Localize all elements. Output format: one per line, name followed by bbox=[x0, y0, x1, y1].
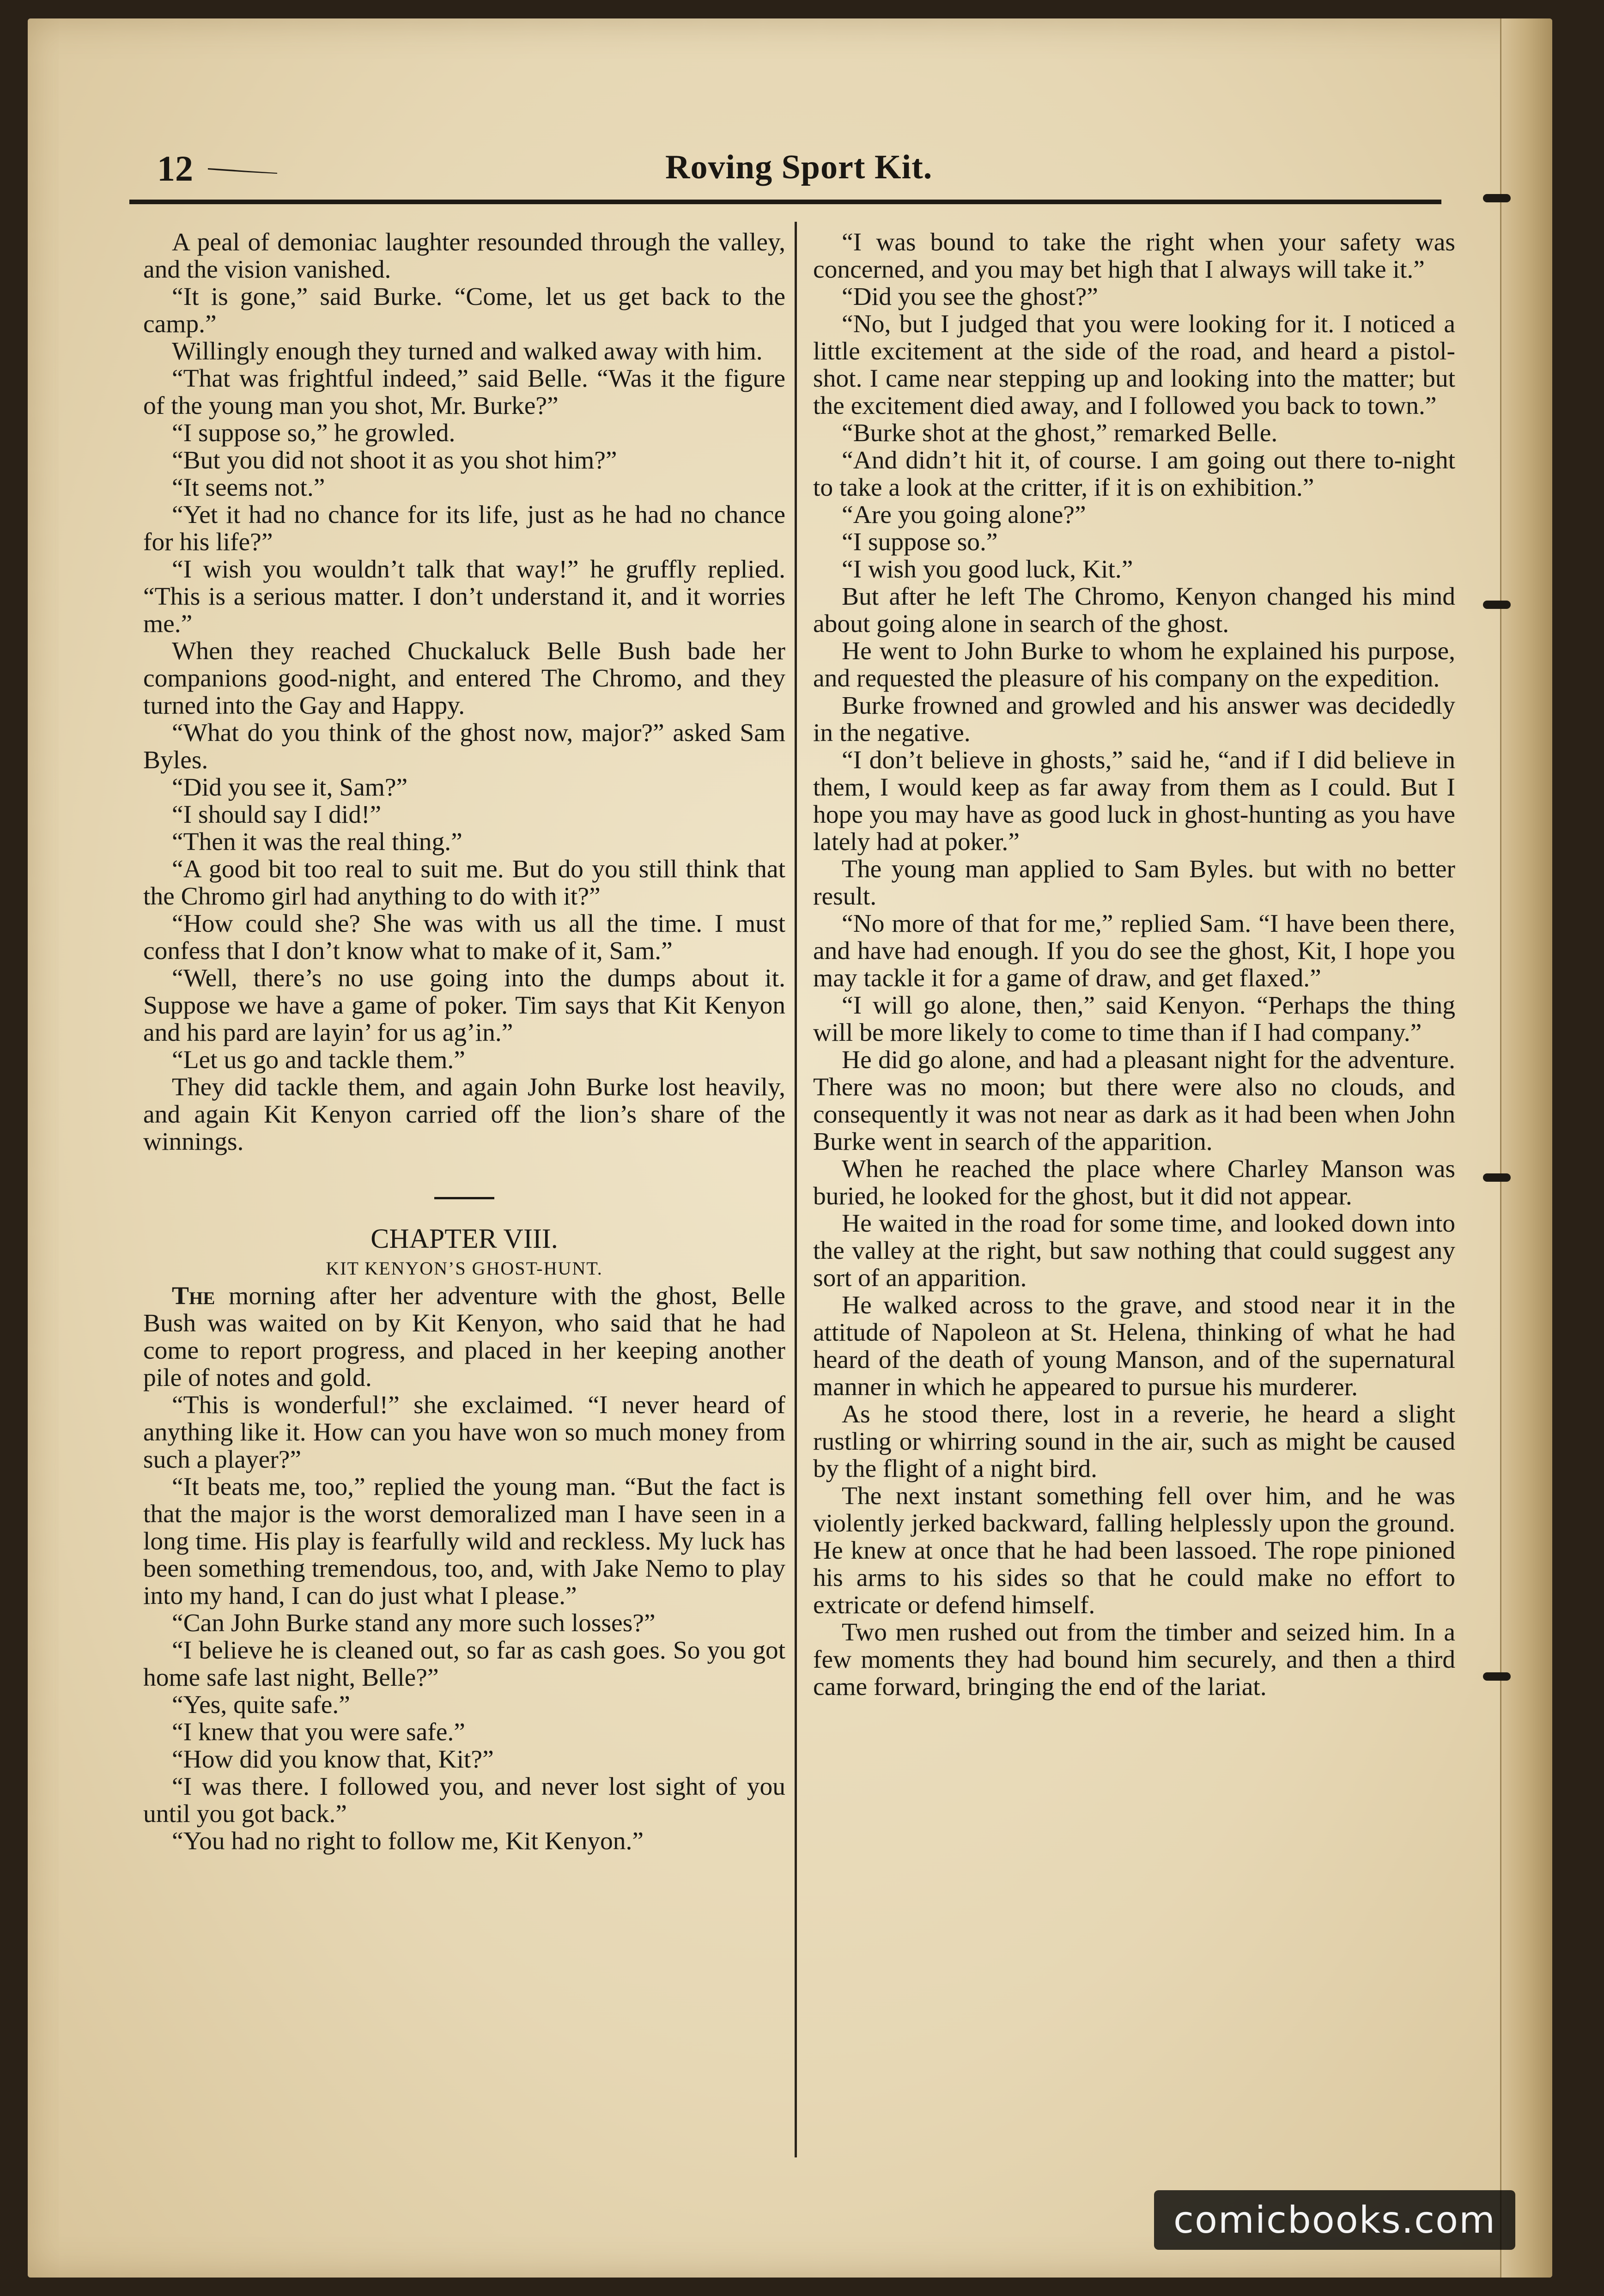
header-rule bbox=[129, 200, 1441, 204]
staple-mark bbox=[1483, 194, 1511, 202]
body-paragraph: The next instant something fell over him, and he was violently jerked backward, falling helplessly upon the ground. He knew at once that he had been lassoed. The rope pinioned his arms to his sides so that he could make no effort to extricate or defend himself. bbox=[813, 1482, 1455, 1619]
body-paragraph: “That was frightful indeed,” said Belle. “Was it the figure of the young man you shot, Mr. Burke?” bbox=[143, 364, 785, 420]
right-column-text bbox=[813, 229, 1455, 1701]
binding-spine bbox=[1500, 18, 1552, 2278]
body-paragraph: “Did you see the ghost?” bbox=[842, 283, 1098, 311]
body-paragraph: “This is wonderful!” she exclaimed. “I never heard of anything like it. How can you have won so much money from such a player?” bbox=[143, 1391, 785, 1474]
flourish-ornament bbox=[208, 167, 277, 174]
site-watermark: comicbooks.com bbox=[1154, 2190, 1515, 2250]
body-paragraph: “You had no right to follow me, Kit Kenyon.” bbox=[172, 1827, 644, 1855]
body-paragraph: “I knew that you were safe.” bbox=[172, 1718, 465, 1746]
page-number: 12 bbox=[157, 148, 193, 188]
page-header bbox=[120, 134, 1428, 189]
left-column-continued-text bbox=[143, 1391, 785, 1855]
body-paragraph: Burke frowned and growled and his answer was decidedly in the negative. bbox=[813, 692, 1455, 747]
body-paragraph: “Did you see it, Sam?” bbox=[172, 773, 408, 802]
body-paragraph: They did tackle them, and again John Burke lost heavily, and again Kit Kenyon carried off the lion’s share of the winnings. bbox=[143, 1073, 785, 1156]
chapter-separator bbox=[434, 1197, 494, 1199]
body-paragraph: “I suppose so,” he growled. bbox=[172, 419, 456, 447]
body-paragraph: “What do you think of the ghost now, major?” asked Sam Byles. bbox=[143, 719, 785, 774]
column-divider bbox=[795, 222, 797, 2157]
body-paragraph: “It seems not.” bbox=[172, 474, 325, 502]
body-paragraph: “I suppose so.” bbox=[842, 528, 998, 556]
body-paragraph: “I wish you good luck, Kit.” bbox=[842, 555, 1133, 583]
left-column-text bbox=[143, 229, 785, 1155]
body-paragraph: “I don’t believe in ghosts,” said he, “and if I did believe in them, I would keep as far away from them as I could. But I hope you may have as good luck in ghost-hunting as you have lately had at poker.” bbox=[813, 746, 1455, 856]
body-paragraph: “I was there. I followed you, and never lost sight of you until you got back.” bbox=[143, 1773, 785, 1828]
staple-mark bbox=[1483, 1173, 1511, 1182]
body-paragraph: “How could she? She was with us all the time. I must confess that I don’t know what to make of it, Sam.” bbox=[143, 910, 785, 965]
body-paragraph: “Well, there’s no use going into the dumps about it. Suppose we have a game of poker. Tim says that Kit Kenyon and his pard are layin’ for us ag’in.” bbox=[143, 964, 785, 1047]
body-paragraph: “I believe he is cleaned out, so far as cash goes. So you got home safe last night, Belle?” bbox=[143, 1636, 785, 1692]
chapter-heading: CHAPTER VIII. bbox=[371, 1223, 558, 1254]
magazine-page bbox=[28, 18, 1552, 2278]
body-paragraph: “Yet it had no chance for its life, just as he had no chance for his life?” bbox=[143, 501, 785, 556]
body-paragraph: A peal of demoniac laughter resounded through the valley, and the vision vanished. bbox=[143, 228, 785, 284]
body-paragraph: “I was bound to take the right when your safety was concerned, and you may bet high that I always will take it.” bbox=[813, 228, 1455, 284]
body-paragraph: “How did you know that, Kit?” bbox=[172, 1745, 494, 1774]
body-paragraph: He waited in the road for some time, and looked down into the valley at the right, but saw nothing that could suggest any sort of an apparition. bbox=[813, 1209, 1455, 1292]
body-paragraph: As he stood there, lost in a reverie, he heard a slight rustling or whirring sound in the air, such as might be caused by the flight of a night bird. bbox=[813, 1400, 1455, 1483]
body-paragraph: But after he left The Chromo, Kenyon changed his mind about going alone in search of the ghost. bbox=[813, 583, 1455, 638]
body-paragraph: “Are you going alone?” bbox=[842, 501, 1086, 529]
body-paragraph: “Burke shot at the ghost,” remarked Belle. bbox=[842, 419, 1278, 447]
staple-mark bbox=[1483, 601, 1511, 609]
body-paragraph: He walked across to the grave, and stood near it in the attitude of Napoleon at St. Helena, thinking of what he had heard of the death of young Manson, and of the supernatural manner in which he appeared to pursue his murderer. bbox=[813, 1291, 1455, 1401]
chapter-opening-paragraph bbox=[143, 1282, 785, 1391]
body-paragraph: The young man applied to Sam Byles. but with no better result. bbox=[813, 855, 1455, 911]
body-paragraph: Willingly enough they turned and walked away with him. bbox=[172, 337, 763, 365]
body-paragraph: “No more of that for me,” replied Sam. “I have been there, and have had enough. If you do see the ghost, Kit, I hope you may tackle it for a game of draw, and get flaxed.” bbox=[813, 910, 1455, 992]
body-paragraph: “Yes, quite safe.” bbox=[172, 1691, 350, 1719]
body-paragraph: “I wish you wouldn’t talk that way!” he gruffly replied. “This is a serious matter. I don’t understand it, and it worries me.” bbox=[143, 555, 785, 638]
body-paragraph: When he reached the place where Charley Manson was buried, he looked for the ghost, but it did not appear. bbox=[813, 1155, 1455, 1210]
right-column bbox=[813, 229, 1455, 1701]
body-paragraph: “Then it was the real thing.” bbox=[172, 828, 462, 856]
body-paragraph: “I will go alone, then,” said Kenyon. “Perhaps the thing will be more likely to come to time than if I had company.” bbox=[813, 991, 1455, 1047]
body-paragraph: “It beats me, too,” replied the young man. “But the fact is that the major is the worst demoralized man I have seen in a long time. His play is fearfully wild and reckless. My luck has been something tremendous, too, and, with Jake Nemo to play into my hand, I can do just what I please.” bbox=[143, 1473, 785, 1610]
body-paragraph: “No, but I judged that you were looking for it. I noticed a little excitement at the side of the road, and heard a pistol-shot. I came near stepping up and looking into the matter; but the excitement died away, and I followed you back to town.” bbox=[813, 310, 1455, 420]
body-paragraph: He went to John Burke to whom he explained his purpose, and requested the pleasure of his company on the expedition. bbox=[813, 637, 1455, 692]
staple-mark bbox=[1483, 1672, 1511, 1681]
body-paragraph: “It is gone,” said Burke. “Come, let us get back to the camp.” bbox=[143, 283, 785, 338]
chapter-subtitle: KIT KENYON’S GHOST-HUNT. bbox=[326, 1258, 603, 1279]
body-paragraph: He did go alone, and had a pleasant night for the adventure. There was no moon; but there were also no clouds, and consequently it was not near as dark as it had been when John Burke went in search of the apparition. bbox=[813, 1046, 1455, 1156]
body-paragraph: “I should say I did!” bbox=[172, 801, 382, 829]
body-paragraph: “But you did not shoot it as you shot him?” bbox=[172, 446, 617, 474]
chapter-first-word: The bbox=[172, 1282, 215, 1310]
body-paragraph: “A good bit too real to suit me. But do you still think that the Chromo girl had anything to do with it?” bbox=[143, 855, 785, 911]
body-paragraph: “Let us go and tackle them.” bbox=[172, 1046, 465, 1074]
body-paragraph: “And didn’t hit it, of course. I am going out there to-night to take a look at the critter, if it is on exhibition.” bbox=[813, 446, 1455, 502]
body-paragraph: “Can John Burke stand any more such losses?” bbox=[172, 1609, 656, 1637]
body-paragraph: When they reached Chuckaluck Belle Bush bade her companions good-night, and entered The Chromo, and they turned into the Gay and Happy. bbox=[143, 637, 785, 720]
body-paragraph: Two men rushed out from the timber and seized him. In a few moments they had bound him securely, and then a third came forward, bringing the end of the lariat. bbox=[813, 1618, 1455, 1701]
running-title: Roving Sport Kit. bbox=[665, 148, 933, 186]
chapter-first-text: morning after her adventure with the ghost, Belle Bush was waited on by Kit Kenyon, who said that he had come to report progress, and placed in her keeping another pile of notes and gold. bbox=[143, 1282, 785, 1392]
left-column bbox=[143, 229, 785, 1855]
